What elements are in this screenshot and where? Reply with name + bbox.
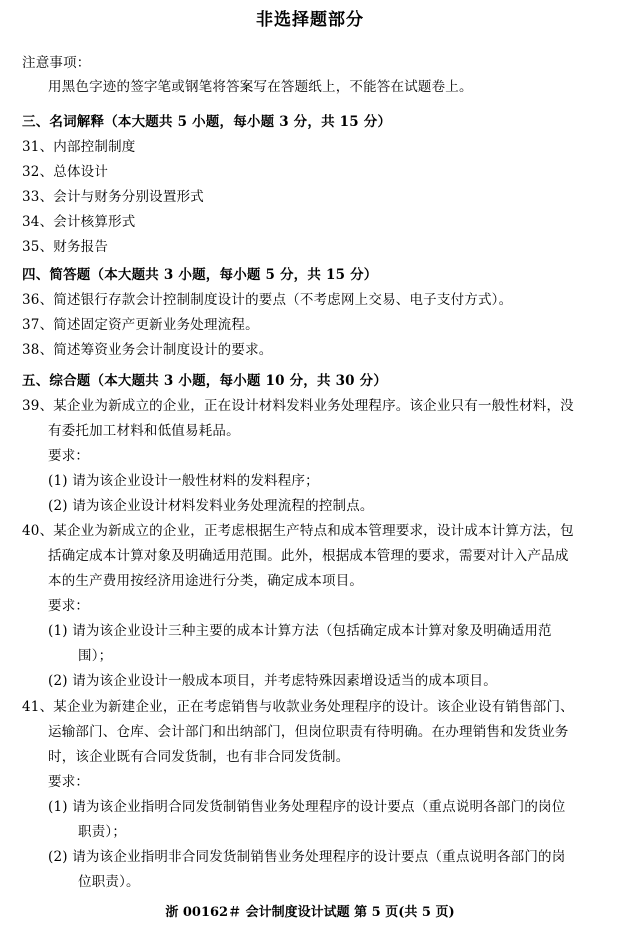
section4-item-36: 36、简述银行存款会计控制制度设计的要点（不考虑网上交易、电子支付方式）。 [22, 292, 513, 308]
q40-line-1: 40、某企业为新成立的企业，正考虑根据生产特点和成本管理要求，设计成本计算方法，包 [22, 523, 574, 539]
q41-line-3: 时，该企业既有合同发货制，也有非合同发货制。 [48, 749, 350, 765]
q41-line-1: 41、某企业为新建企业，正在考虑销售与收款业务处理程序的设计。该企业设有销售部门、 [22, 699, 574, 715]
q41-sub-1: (1) 请为该企业指明合同发货制销售业务处理程序的设计要点（重点说明各部门的岗位 [48, 799, 566, 815]
section3-item-34: 34、会计核算形式 [22, 214, 136, 230]
q39-line-1: 39、某企业为新成立的企业，正在设计材料发料业务处理程序。该企业只有一般性材料，没 [22, 398, 574, 414]
section3-item-32: 32、总体设计 [22, 164, 109, 180]
q40-requirement-label: 要求： [48, 598, 90, 614]
page-title: 非选择题部分 [256, 10, 364, 30]
q40-sub-2: (2) 请为该企业设计一般成本项目，并考虑特殊因素增设适当的成本项目。 [48, 673, 497, 689]
section3-heading: 三、名词解释（本大题共 5 小题，每小题 3 分，共 15 分） [22, 114, 392, 130]
section3-item-31: 31、内部控制制度 [22, 139, 136, 155]
q40-sub-1: (1) 请为该企业设计三种主要的成本计算方法（包括确定成本计算对象及明确适用范 [48, 623, 552, 639]
section4-item-37: 37、简述固定资产更新业务处理流程。 [22, 317, 259, 333]
page-footer: 浙 00162＃ 会计制度设计试题 第 5 页(共 5 页) [165, 905, 455, 920]
q40-line-2: 括确定成本计算对象及明确适用范围。此外，根据成本管理的要求，需要对计入产品成 [48, 548, 569, 564]
q39-requirement-label: 要求： [48, 448, 90, 464]
q40-line-3: 本的生产费用按经济用途进行分类，确定成本项目。 [48, 573, 364, 589]
q41-sub-2-cont: 位职责）。 [78, 874, 140, 890]
q39-sub-1: (1) 请为该企业设计一般性材料的发料程序； [48, 473, 319, 489]
q40-sub-1-cont: 围）； [78, 648, 113, 664]
q39-line-2: 有委托加工材料和低值易耗品。 [48, 423, 240, 439]
q41-sub-1-cont: 职责）； [78, 824, 127, 840]
section5-heading: 五、综合题（本大题共 3 小题，每小题 10 分，共 30 分） [22, 373, 388, 389]
q41-sub-2: (2) 请为该企业指明非合同发货制销售业务处理程序的设计要点（重点说明各部门的岗 [48, 849, 566, 865]
q39-sub-2: (2) 请为该企业设计材料发料业务处理流程的控制点。 [48, 498, 374, 514]
section4-heading: 四、简答题（本大题共 3 小题，每小题 5 分，共 15 分） [22, 267, 378, 283]
notes-text: 用黑色字迹的签字笔或钢笔将答案写在答题纸上，不能答在试题卷上。 [48, 79, 473, 95]
section3-item-33: 33、会计与财务分别设置形式 [22, 189, 204, 205]
section3-item-35: 35、财务报告 [22, 239, 109, 255]
q41-requirement-label: 要求： [48, 774, 90, 790]
q41-line-2: 运输部门、仓库、会计部门和出纳部门，但岗位职责有待明确。在办理销售和发货业务 [48, 724, 569, 740]
section4-item-38: 38、简述筹资业务会计制度设计的要求。 [22, 342, 273, 358]
notes-heading: 注意事项： [22, 55, 91, 71]
